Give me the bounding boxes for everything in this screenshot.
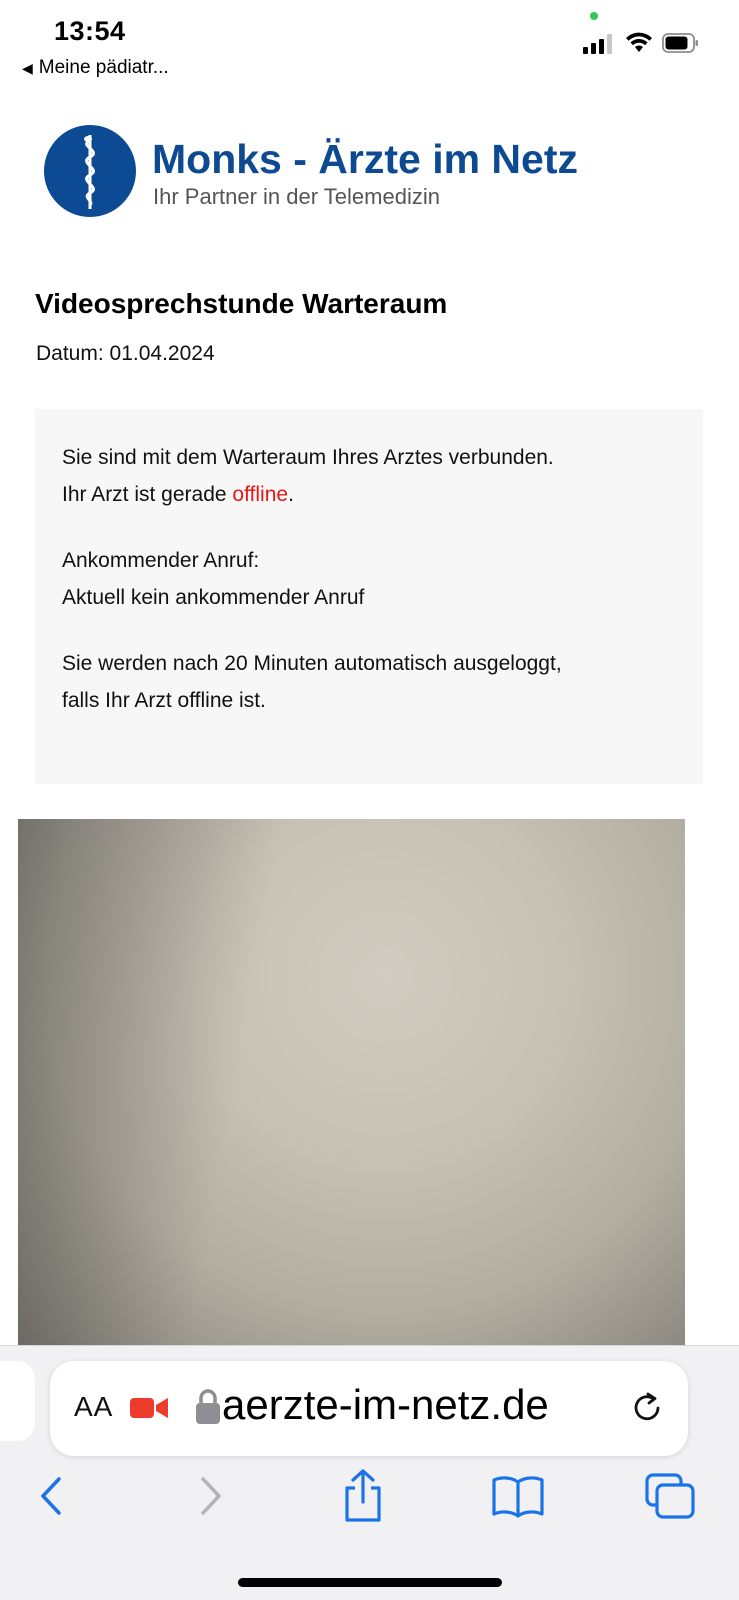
back-triangle-icon: ◀ <box>22 59 33 76</box>
page-settings-button[interactable] <box>74 1391 113 1423</box>
brand-title: Monks - Ärzte im Netz <box>152 136 578 182</box>
safari-bottom-bar <box>0 1345 739 1600</box>
page-title: Videosprechstunde Warteraum <box>35 288 448 319</box>
back-app-label: Meine pädiatr... <box>38 57 169 78</box>
address-bar[interactable] <box>50 1361 688 1456</box>
status-time: 13:54 <box>54 16 126 46</box>
cellular-signal-icon <box>583 34 612 54</box>
incoming-call-label: Ankommender Anruf: <box>62 549 260 572</box>
doctor-status-suffix: . <box>288 483 294 506</box>
status-bar <box>0 0 739 84</box>
share-button[interactable] <box>333 1466 393 1526</box>
doctor-status-prefix: Ihr Arzt ist gerade <box>62 483 233 506</box>
browser-toolbar <box>0 1466 739 1536</box>
share-icon <box>340 1468 386 1524</box>
auto-logout-line2: falls Ihr Arzt offline ist. <box>62 689 266 712</box>
camera-preview-video <box>18 819 685 1345</box>
brand-subtitle: Ihr Partner in der Telemedizin <box>153 184 440 209</box>
lock-icon <box>193 1387 223 1427</box>
doctor-status-value: offline <box>232 483 289 506</box>
home-indicator[interactable] <box>238 1578 502 1587</box>
page-settings-label: AA <box>74 1391 114 1422</box>
incoming-call-value: Aktuell kein ankommender Anruf <box>62 586 365 609</box>
auto-logout-line1: Sie werden nach 20 Minuten automatisch ausgeloggt, <box>62 652 562 675</box>
tabs-icon <box>644 1472 696 1520</box>
privacy-indicator-dot <box>590 12 598 20</box>
tabs-button[interactable] <box>640 1466 700 1526</box>
date-label: Datum: 01.04.2024 <box>36 342 215 365</box>
back-arrow-icon <box>37 1475 67 1517</box>
connected-text: Sie sind mit dem Warteraum Ihres Arztes verbunden. <box>62 446 554 469</box>
forward-arrow-icon <box>195 1475 225 1517</box>
back-button[interactable] <box>22 1466 82 1526</box>
reload-icon[interactable] <box>628 1389 666 1427</box>
connection-status-paragraph <box>62 439 676 513</box>
wifi-icon <box>624 30 654 54</box>
caduceus-icon <box>68 131 112 211</box>
url-text[interactable]: aerzte-im-netz.de <box>222 1381 549 1428</box>
incoming-call-paragraph <box>62 542 676 616</box>
waiting-room-info-box <box>35 409 703 784</box>
forward-button[interactable] <box>180 1466 240 1526</box>
brand-logo <box>44 125 136 217</box>
previous-tab-preview[interactable] <box>0 1361 35 1441</box>
bookmarks-icon <box>491 1474 545 1518</box>
auto-logout-paragraph <box>62 645 676 719</box>
bookmarks-button[interactable] <box>488 1466 548 1526</box>
camera-recording-icon[interactable] <box>130 1395 170 1421</box>
back-to-app-link[interactable] <box>22 57 169 79</box>
battery-icon <box>662 32 699 54</box>
